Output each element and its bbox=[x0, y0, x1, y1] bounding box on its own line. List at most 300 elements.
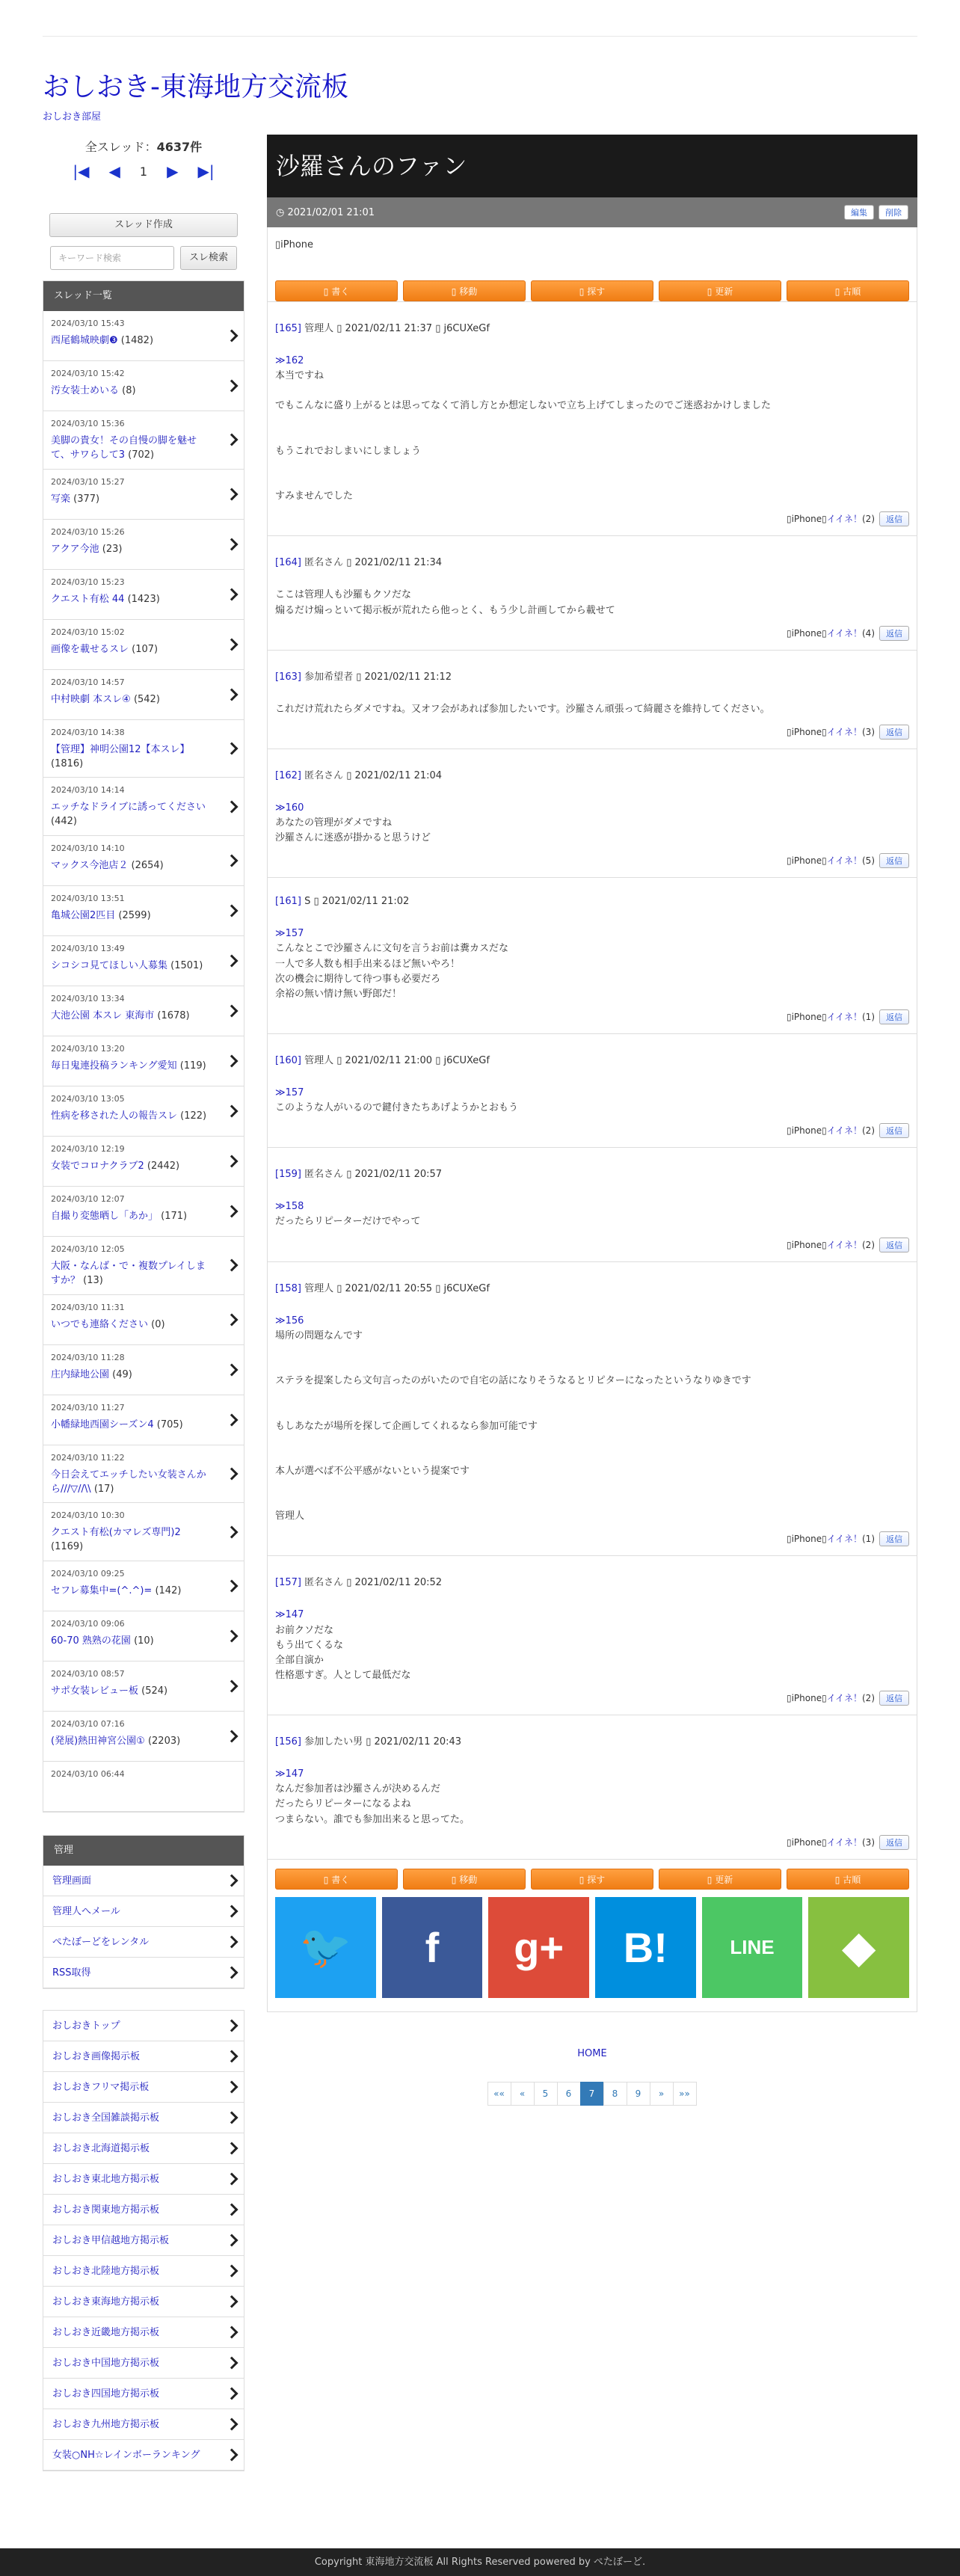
thread-title-line bbox=[51, 1318, 214, 1332]
thread-list-item[interactable] bbox=[43, 1187, 244, 1237]
management-link-label: RSS取得 bbox=[52, 1967, 91, 1979]
thread-count-value: 4637件 bbox=[156, 140, 203, 154]
thread-title-link[interactable]: セフレ募集中=(^.^)= bbox=[51, 1585, 153, 1597]
post-number[interactable]: [158] bbox=[275, 1282, 301, 1294]
thread-title-link[interactable]: 美脚の貴女！その自慢の脚を魅せて、サワらして3 bbox=[51, 435, 197, 461]
board-link[interactable] bbox=[43, 2195, 244, 2225]
site-subtitle-link[interactable]: おしおき部屋 bbox=[43, 111, 102, 123]
pagination-item[interactable]: » bbox=[650, 2082, 674, 2106]
thread-title-line bbox=[51, 1469, 214, 1497]
post-reply-reference[interactable]: ≫160 bbox=[275, 802, 304, 814]
thread-list-item[interactable] bbox=[43, 670, 244, 720]
phone-icon: ▯ bbox=[275, 239, 281, 250]
post-number[interactable]: [159] bbox=[275, 1169, 301, 1181]
twitter-share-button[interactable] bbox=[275, 1897, 376, 1998]
chevron-right-icon bbox=[226, 380, 239, 393]
action-button-1[interactable] bbox=[403, 1869, 526, 1890]
thread-list-item[interactable] bbox=[43, 1345, 244, 1395]
thread-list-item[interactable] bbox=[43, 778, 244, 836]
thread-title-line bbox=[51, 1260, 214, 1288]
thread-date: 2024/03/10 15:42 bbox=[51, 369, 125, 378]
first-page-icon[interactable]: |◀ bbox=[73, 162, 90, 180]
post-author: 管理人 bbox=[304, 1054, 334, 1066]
post-reply-reference[interactable]: ≫156 bbox=[275, 1315, 304, 1327]
post-text: ここは管理人も沙羅もクソだな 煽るだけ煽っといて掲示板が荒れたら他っとく、もう少し計画してから載せて bbox=[275, 589, 615, 616]
post-device: iPhone bbox=[791, 1534, 822, 1545]
post-author: 匿名さん bbox=[304, 1169, 344, 1181]
thread-date: 2024/03/10 06:44 bbox=[51, 1769, 125, 1780]
like-button[interactable]: イイネ！ bbox=[826, 1693, 862, 1704]
post-footer bbox=[275, 1123, 909, 1138]
management-link[interactable] bbox=[43, 1866, 244, 1896]
board-link[interactable] bbox=[43, 2317, 244, 2348]
post-user-id: j6CUXeGf bbox=[443, 1054, 490, 1066]
chevron-right-icon bbox=[226, 1936, 239, 1949]
thread-list-item[interactable] bbox=[43, 1295, 244, 1345]
reply-button[interactable]: 返信 bbox=[879, 511, 909, 526]
chevron-right-icon bbox=[226, 2204, 239, 2216]
topic-body bbox=[267, 227, 917, 302]
chevron-right-icon bbox=[226, 1205, 239, 1218]
board-link[interactable] bbox=[43, 2133, 244, 2164]
pagination-item[interactable]: « bbox=[511, 2082, 535, 2106]
thread-title-line bbox=[51, 1685, 214, 1699]
feedly-share-button[interactable] bbox=[808, 1897, 909, 1998]
share-section bbox=[267, 1860, 917, 2012]
thread-list-item[interactable] bbox=[43, 520, 244, 570]
board-link[interactable] bbox=[43, 2287, 244, 2317]
post-number[interactable]: [164] bbox=[275, 557, 301, 569]
post-number[interactable]: [156] bbox=[275, 1736, 301, 1748]
thread-list-item[interactable] bbox=[43, 1237, 244, 1295]
board-link[interactable] bbox=[43, 2072, 244, 2103]
chevron-right-icon bbox=[226, 1313, 239, 1326]
thread-title-link[interactable]: エッチなドライブに誘ってください bbox=[51, 802, 206, 814]
management-link-label: 管理画面 bbox=[52, 1875, 92, 1887]
board-link[interactable] bbox=[43, 2103, 244, 2133]
post-device: iPhone bbox=[791, 514, 822, 525]
thread-list-item[interactable] bbox=[43, 1611, 244, 1662]
action-button-4[interactable] bbox=[787, 280, 909, 301]
post-date: 2021/02/11 20:52 bbox=[354, 1577, 443, 1589]
thread-date: 2024/03/10 15:36 bbox=[51, 419, 125, 428]
thread-search-button[interactable]: スレ検索 bbox=[180, 246, 237, 270]
action-button-0[interactable] bbox=[275, 280, 398, 301]
management-link-label: ぺたぼーどをレンタル bbox=[52, 1937, 150, 1949]
thread-list-item[interactable] bbox=[43, 1137, 244, 1187]
heart-icon: ▯ bbox=[822, 1836, 827, 1848]
reply-button[interactable]: 返信 bbox=[879, 1531, 909, 1546]
pagination-item[interactable]: «« bbox=[487, 2082, 511, 2106]
thread-post-count: (1501) bbox=[170, 960, 203, 972]
chevron-right-icon bbox=[226, 1875, 239, 1887]
like-button[interactable]: イイネ！ bbox=[826, 1534, 862, 1545]
action-label: 古順 bbox=[843, 286, 861, 297]
action-label: 書く bbox=[331, 1874, 350, 1885]
action-bar-top bbox=[275, 280, 909, 301]
thread-title-line bbox=[51, 1584, 214, 1599]
pagination-item[interactable]: »» bbox=[673, 2082, 697, 2106]
chevron-right-icon bbox=[226, 1468, 239, 1481]
line-share-button[interactable] bbox=[702, 1897, 803, 1998]
board-link-label: おしおきフリマ掲示板 bbox=[52, 2082, 150, 2094]
post-item bbox=[268, 536, 917, 650]
management-link[interactable] bbox=[43, 1927, 244, 1958]
pagination-item[interactable]: 7 bbox=[580, 2082, 604, 2106]
chevron-right-icon bbox=[226, 538, 239, 550]
board-link[interactable] bbox=[43, 2225, 244, 2256]
thread-title-link[interactable]: (発展)熱田神宮公園① bbox=[51, 1736, 145, 1747]
chevron-right-icon bbox=[226, 2081, 239, 2094]
thread-list-item[interactable] bbox=[43, 1445, 244, 1504]
thread-list-item[interactable] bbox=[43, 1561, 244, 1611]
like-count: (2) bbox=[862, 1693, 875, 1704]
board-link[interactable] bbox=[43, 2256, 244, 2287]
like-count: (1) bbox=[862, 1011, 875, 1022]
thread-list-item[interactable] bbox=[43, 1395, 244, 1445]
post-author: 管理人 bbox=[304, 1282, 334, 1294]
board-link[interactable] bbox=[43, 2348, 244, 2379]
thread-date: 2024/03/10 09:25 bbox=[51, 1569, 125, 1579]
site-title[interactable]: おしおき-東海地方交流板 bbox=[43, 72, 348, 102]
post-footer bbox=[275, 853, 909, 868]
thread-date: 2024/03/10 11:31 bbox=[51, 1302, 125, 1312]
thread-date: 2024/03/10 10:30 bbox=[51, 1510, 125, 1521]
post-date: 2021/02/11 21:04 bbox=[354, 769, 443, 781]
thread-title-link[interactable]: 大池公園 本スレ 東海市 bbox=[51, 1010, 155, 1022]
thread-date: 2024/03/10 15:27 bbox=[51, 476, 125, 487]
thread-list-item[interactable] bbox=[43, 1036, 244, 1086]
thread-title-link[interactable]: シコシコ見てほしい人募集 bbox=[51, 960, 168, 972]
heart-icon: ▯ bbox=[822, 1693, 827, 1704]
post-device: iPhone bbox=[791, 627, 822, 639]
thread-post-count: (49) bbox=[112, 1368, 132, 1380]
action-icon: ▯ bbox=[707, 286, 716, 297]
reply-button[interactable]: 返信 bbox=[879, 1238, 909, 1252]
post-author: 管理人 bbox=[304, 323, 334, 334]
thread-title-link[interactable]: クエスト有松(カマレズ専門)2 bbox=[51, 1527, 181, 1539]
thread-post-count: (542) bbox=[133, 693, 160, 705]
reply-button[interactable]: 返信 bbox=[879, 1835, 909, 1850]
pagination-item[interactable]: 9 bbox=[627, 2082, 650, 2106]
post-user-id: j6CUXeGf bbox=[443, 1282, 490, 1294]
like-count: (2) bbox=[862, 1239, 875, 1250]
delete-button[interactable]: 削除 bbox=[879, 205, 908, 220]
thread-list-item[interactable] bbox=[43, 1712, 244, 1762]
chevron-right-icon bbox=[226, 2050, 239, 2063]
post-date: 2021/02/11 20:55 bbox=[345, 1282, 433, 1294]
thread-title-link[interactable]: 小幡緑地西園シーズン4 bbox=[51, 1418, 154, 1430]
action-button-1[interactable] bbox=[403, 280, 526, 301]
board-link-label: おしおき関東地方掲示板 bbox=[52, 2204, 160, 2216]
last-page-icon[interactable]: ▶| bbox=[197, 162, 215, 180]
thread-title-line bbox=[51, 434, 214, 463]
thread-list-item[interactable] bbox=[43, 720, 244, 778]
post-author: 匿名さん bbox=[304, 1577, 344, 1589]
post-device: iPhone bbox=[791, 1693, 822, 1704]
thread-title-link[interactable]: クエスト有松 44 bbox=[51, 593, 125, 605]
phone-icon: ▯ bbox=[786, 1534, 792, 1545]
action-label: 古順 bbox=[843, 1874, 861, 1885]
post-text: 本当ですね でもこんなに盛り上がるとは思ってなくて消し方とか想定しないで立ち上げてしまったのでご迷惑おかけしました もうこれでおしまいにしましょう すみませんでした bbox=[275, 370, 772, 502]
post-date: 2021/02/11 21:37 bbox=[345, 323, 433, 334]
post-reply-reference[interactable]: ≫147 bbox=[275, 1768, 304, 1780]
reply-button[interactable]: 返信 bbox=[879, 853, 909, 868]
reply-button[interactable]: 返信 bbox=[879, 626, 909, 641]
action-icon: ▯ bbox=[323, 1874, 332, 1885]
thread-title-link[interactable]: 大阪・なんば・で・複数プレイしますか？ bbox=[51, 1261, 206, 1286]
post-text: これだけ荒れたらダメですね。又オフ会があれば参加したいです。沙羅さん頑張って綺麗さを維持してください。 bbox=[275, 703, 770, 715]
post-footer bbox=[275, 1531, 909, 1546]
management-link[interactable] bbox=[43, 1896, 244, 1927]
topic-date-text: 2021/02/01 21:01 bbox=[287, 206, 375, 218]
thread-list-item[interactable] bbox=[43, 570, 244, 620]
thread-post-count: (524) bbox=[141, 1685, 168, 1697]
post-body bbox=[275, 702, 909, 717]
action-icon: ▯ bbox=[707, 1874, 716, 1885]
post-reply-reference[interactable]: ≫157 bbox=[275, 928, 304, 940]
action-button-3[interactable] bbox=[659, 280, 781, 301]
chevron-right-icon bbox=[226, 2296, 239, 2308]
post-reply-reference[interactable]: ≫162 bbox=[275, 355, 304, 366]
like-button[interactable]: イイネ！ bbox=[826, 1836, 862, 1848]
board-link[interactable] bbox=[43, 2164, 244, 2195]
thread-title-link[interactable]: 毎日鬼連投稿ランキング愛知 bbox=[51, 1060, 177, 1072]
like-button[interactable]: イイネ！ bbox=[826, 855, 862, 867]
reply-button[interactable]: 返信 bbox=[879, 1691, 909, 1706]
thread-post-count: (2654) bbox=[131, 860, 164, 872]
management-link[interactable] bbox=[43, 1958, 244, 1988]
post-header: [163] 参加希望者 ▯ 2021/02/11 21:12 bbox=[275, 671, 452, 683]
thread-title-line bbox=[51, 909, 214, 923]
like-button[interactable]: イイネ！ bbox=[826, 627, 862, 639]
thread-list-item[interactable] bbox=[43, 986, 244, 1036]
like-count: (3) bbox=[862, 1836, 875, 1848]
thread-title-link[interactable]: 画像を載せるスレ bbox=[51, 643, 129, 655]
thread-date: 2024/03/10 14:10 bbox=[51, 843, 125, 854]
action-button-3[interactable] bbox=[659, 1869, 781, 1890]
board-link-label: おしおき北海道掲示板 bbox=[52, 2143, 150, 2155]
post-item bbox=[268, 878, 917, 1034]
post-item bbox=[268, 302, 917, 536]
thread-list-item[interactable] bbox=[43, 470, 244, 520]
thread-title-link[interactable]: 亀城公園2匹目 bbox=[51, 910, 116, 922]
chevron-right-icon bbox=[226, 1105, 239, 1118]
thread-title-link[interactable]: 中村映劇 本スレ④ bbox=[51, 693, 131, 705]
topic-device bbox=[275, 239, 909, 250]
post-number[interactable]: [163] bbox=[275, 671, 301, 683]
pagination-item[interactable]: 6 bbox=[557, 2082, 581, 2106]
post-header: [158] 管理人 ▯ 2021/02/11 20:55 ▯ j6CUXeGf bbox=[275, 1282, 490, 1294]
post-text: こんなとこで沙羅さんに文句を言うお前は糞カスだな 一人で多人数も相手出来るほど無いやろ！ 次の機会に期待して待つ事も必要だろ 余裕の無い情け無い野郎だ！ bbox=[275, 943, 509, 1000]
topic-date bbox=[276, 207, 375, 218]
footer: Copyright 東海地方交流板 All Rights Reserved powered by ぺたぼーど. bbox=[0, 2548, 960, 2576]
thread-title-line bbox=[51, 743, 214, 772]
post-device: iPhone bbox=[791, 1836, 822, 1848]
post-number[interactable]: [161] bbox=[275, 896, 301, 908]
thread-list-item[interactable] bbox=[43, 1662, 244, 1712]
post-number[interactable]: [160] bbox=[275, 1054, 301, 1066]
thread-date: 2024/03/10 09:06 bbox=[51, 1619, 125, 1629]
post-date: 2021/02/11 20:57 bbox=[354, 1169, 443, 1181]
action-label: 更新 bbox=[715, 286, 733, 297]
thread-date: 2024/03/10 15:02 bbox=[51, 627, 125, 637]
facebook-share-button[interactable] bbox=[382, 1897, 483, 1998]
chevron-right-icon bbox=[226, 800, 239, 813]
thread-list-item[interactable] bbox=[43, 1503, 244, 1561]
post-author: S bbox=[304, 896, 311, 908]
post-number[interactable]: [157] bbox=[275, 1577, 301, 1589]
post-reply-reference[interactable]: ≫158 bbox=[275, 1201, 304, 1213]
chevron-right-icon bbox=[226, 434, 239, 446]
action-button-2[interactable] bbox=[531, 1869, 653, 1890]
thread-title-link[interactable]: 女装でコロナクラブ2 bbox=[51, 1161, 144, 1172]
chevron-right-icon bbox=[226, 1905, 239, 1918]
chevron-right-icon bbox=[226, 1259, 239, 1272]
like-button[interactable]: イイネ！ bbox=[826, 1125, 862, 1137]
post-body bbox=[275, 801, 909, 846]
board-link[interactable] bbox=[43, 2440, 244, 2471]
thread-list-item[interactable] bbox=[43, 1086, 244, 1137]
post-header: [164] 匿名さん ▯ 2021/02/11 21:34 bbox=[275, 557, 443, 569]
post-item bbox=[268, 1262, 917, 1557]
thread-title-link[interactable]: アクア今池 bbox=[51, 543, 99, 555]
phone-icon: ▯ bbox=[786, 1239, 792, 1250]
post-footer bbox=[275, 1835, 909, 1850]
action-button-4[interactable] bbox=[787, 1869, 909, 1890]
thread-count-label: 全スレッド： bbox=[84, 140, 157, 154]
thread-list-item[interactable] bbox=[43, 311, 244, 361]
next-page-icon[interactable]: ▶ bbox=[167, 162, 179, 180]
like-button[interactable]: イイネ！ bbox=[826, 1011, 862, 1022]
reply-button[interactable]: 返信 bbox=[879, 1009, 909, 1024]
thread-title-link[interactable]: サポ女装レビュー板 bbox=[51, 1685, 139, 1697]
chevron-right-icon bbox=[226, 688, 239, 701]
thread-title-link[interactable]: いつでも連絡ください bbox=[51, 1318, 149, 1330]
action-button-2[interactable] bbox=[531, 280, 653, 301]
thread-list-item[interactable] bbox=[43, 936, 244, 986]
chevron-right-icon bbox=[226, 2265, 239, 2278]
post-number[interactable]: [165] bbox=[275, 323, 301, 334]
chevron-right-icon bbox=[226, 743, 239, 755]
thread-post-count: (119) bbox=[179, 1060, 206, 1072]
thread-count bbox=[43, 138, 244, 155]
post-date: 2021/02/11 21:00 bbox=[345, 1054, 433, 1066]
board-link-label: おしおきトップ bbox=[52, 2020, 120, 2032]
hatena-share-button[interactable] bbox=[595, 1897, 696, 1998]
pagination-item[interactable]: 5 bbox=[534, 2082, 558, 2106]
create-thread-button[interactable]: スレッド作成 bbox=[49, 213, 238, 237]
top-divider bbox=[43, 36, 917, 37]
board-link[interactable] bbox=[43, 2011, 244, 2041]
post-footer bbox=[275, 1238, 909, 1252]
thread-title-link[interactable]: 汚女装士めいる bbox=[51, 385, 120, 396]
phone-icon: ▯ bbox=[786, 1125, 792, 1137]
chevron-right-icon bbox=[226, 955, 239, 968]
thread-date: 2024/03/10 13:34 bbox=[51, 994, 125, 1004]
like-button[interactable]: イイネ！ bbox=[826, 1239, 862, 1250]
chevron-right-icon bbox=[226, 1967, 239, 1979]
post-reply-reference[interactable]: ≫147 bbox=[275, 1609, 304, 1621]
post-author: 匿名さん bbox=[304, 769, 344, 781]
thread-post-count: (0) bbox=[151, 1318, 165, 1330]
thread-title-line bbox=[51, 859, 214, 873]
chevron-right-icon bbox=[226, 1363, 239, 1376]
left-sidebar bbox=[43, 133, 244, 2471]
thread-list-item[interactable] bbox=[43, 411, 244, 470]
action-icon: ▯ bbox=[579, 1874, 588, 1885]
heart-icon: ▯ bbox=[822, 1011, 827, 1022]
like-button[interactable]: イイネ！ bbox=[826, 514, 862, 525]
action-icon: ▯ bbox=[834, 286, 843, 297]
pagination-item[interactable]: 8 bbox=[603, 2082, 627, 2106]
thread-title-link[interactable]: 【管理】神明公園12【本スレ】 bbox=[51, 743, 190, 755]
google-plus-share-button[interactable] bbox=[488, 1897, 589, 1998]
thread-title-link[interactable]: 今日会えてエッチしたい女装さんから///▽//\\ bbox=[51, 1469, 206, 1495]
like-button[interactable]: イイネ！ bbox=[826, 726, 862, 737]
thread-list-item[interactable] bbox=[43, 1762, 244, 1812]
chevron-right-icon bbox=[226, 1630, 239, 1643]
post-date: 2021/02/11 21:02 bbox=[321, 896, 410, 908]
board-link[interactable] bbox=[43, 2041, 244, 2072]
post-text: あなたの管理がダメですね 沙羅さんに迷惑が掛かると思うけど bbox=[275, 817, 431, 844]
thread-title-link[interactable]: 庄内緑地公園 bbox=[51, 1368, 110, 1380]
chevron-right-icon bbox=[226, 1680, 239, 1693]
thread-list-item[interactable] bbox=[43, 836, 244, 886]
thread-date: 2024/03/10 11:22 bbox=[51, 1452, 125, 1463]
line-icon: LINE bbox=[730, 1935, 775, 1958]
thread-title-line bbox=[51, 801, 214, 829]
thread-title-line bbox=[51, 543, 214, 557]
action-icon: ▯ bbox=[451, 286, 460, 297]
board-link[interactable] bbox=[43, 2409, 244, 2440]
action-label: 移動 bbox=[459, 1874, 478, 1885]
home-link[interactable]: HOME bbox=[577, 2047, 607, 2059]
chevron-right-icon bbox=[226, 638, 239, 651]
thread-title-line bbox=[51, 493, 214, 507]
action-label: 探す bbox=[587, 1874, 606, 1885]
prev-page-icon[interactable]: ◀ bbox=[108, 162, 120, 180]
action-button-0[interactable] bbox=[275, 1869, 398, 1890]
post-footer bbox=[275, 1691, 909, 1706]
topic-device-text: iPhone bbox=[280, 239, 314, 250]
thread-title-link[interactable]: 写楽 bbox=[51, 493, 71, 505]
action-label: 移動 bbox=[459, 286, 478, 297]
thread-title-link[interactable]: 60-70 熟熟の花園 bbox=[51, 1635, 131, 1647]
thread-list-item[interactable] bbox=[43, 620, 244, 670]
edit-button[interactable]: 編集 bbox=[844, 205, 874, 220]
thread-list-item[interactable] bbox=[43, 886, 244, 936]
thread-title-link[interactable]: 自撮り変態晒し「あか」 bbox=[51, 1211, 159, 1223]
thread-title-line bbox=[51, 1009, 214, 1024]
chevron-right-icon bbox=[226, 1413, 239, 1426]
thread-list-item[interactable] bbox=[43, 361, 244, 411]
board-link[interactable] bbox=[43, 2379, 244, 2409]
action-icon: ▯ bbox=[579, 286, 588, 297]
reply-button[interactable]: 返信 bbox=[879, 1123, 909, 1138]
post-number[interactable]: [162] bbox=[275, 769, 301, 781]
keyword-search-input[interactable]: キーワード検索 bbox=[50, 246, 174, 270]
post-reply-reference[interactable]: ≫157 bbox=[275, 1086, 304, 1098]
reply-button[interactable]: 返信 bbox=[879, 725, 909, 740]
thread-title-link[interactable]: 性病を移された人の報告スレ bbox=[51, 1110, 178, 1122]
post-header: [156] 参加したい男 ▯ 2021/02/11 20:43 bbox=[275, 1736, 462, 1748]
thread-title-link[interactable]: マックス今池店２ bbox=[51, 860, 129, 872]
post-footer bbox=[275, 626, 909, 641]
board-link-label: 女装○NH☆レインボーランキング bbox=[52, 2450, 200, 2462]
thread-title-link[interactable]: 西尾鶴城映劇❸ bbox=[51, 335, 118, 346]
thread-date: 2024/03/10 14:38 bbox=[51, 727, 125, 737]
